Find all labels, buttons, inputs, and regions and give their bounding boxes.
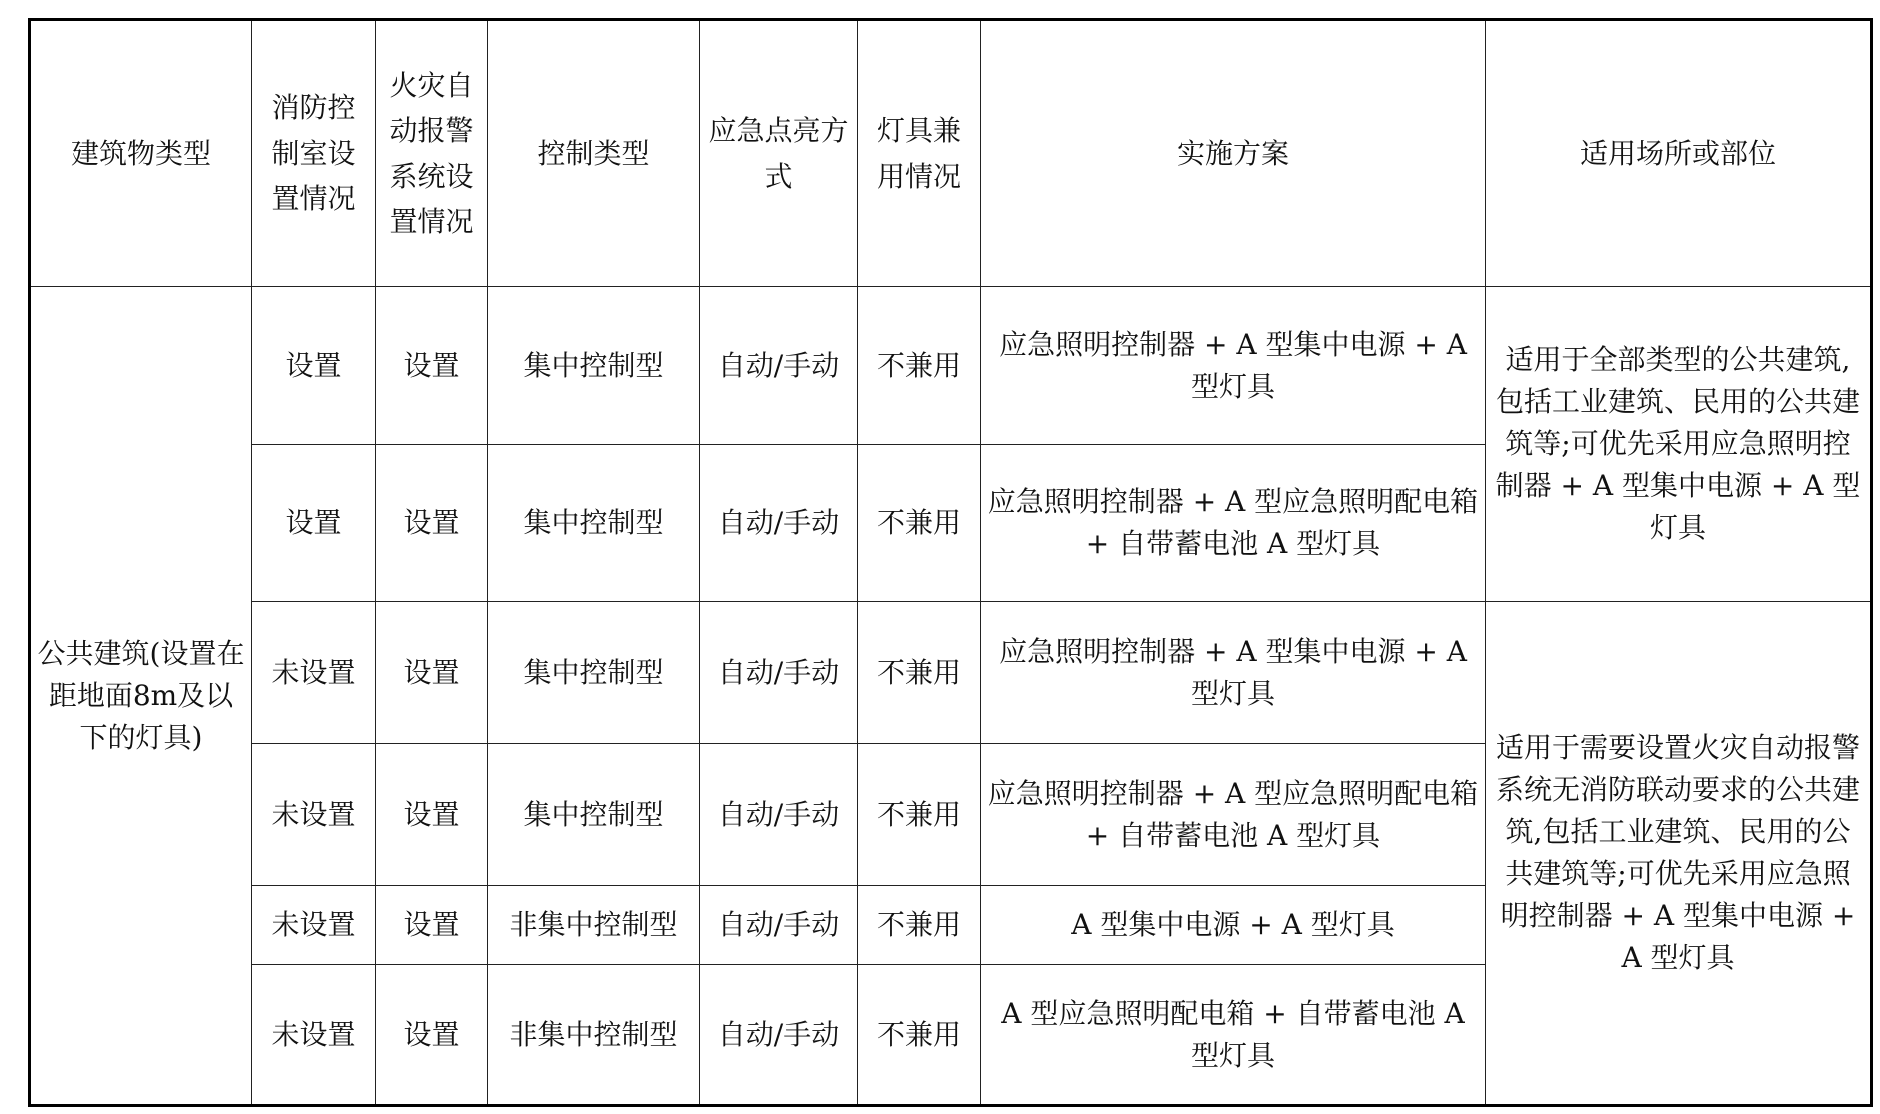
scheme-cell: A 型集中电源 + A 型灯具 [981,886,1486,965]
lighting-mode-cell: 自动/手动 [700,744,858,886]
lighting-mode-cell: 自动/手动 [700,965,858,1106]
fixture-sharing-cell: 不兼用 [858,602,981,744]
fire-control-room-cell: 未设置 [252,886,376,965]
header-fire-control-room: 消防控制室设置情况 [252,20,376,287]
fire-control-room-cell: 未设置 [252,744,376,886]
header-fixture-sharing: 灯具兼用情况 [858,20,981,287]
header-applicable: 适用场所或部位 [1486,20,1872,287]
fire-control-room-cell: 未设置 [252,602,376,744]
header-control-type: 控制类型 [488,20,700,287]
header-scheme: 实施方案 [981,20,1486,287]
fixture-sharing-cell: 不兼用 [858,886,981,965]
alarm-system-cell: 设置 [376,287,488,445]
header-row [30,20,1872,287]
lighting-mode-cell: 自动/手动 [700,602,858,744]
lighting-mode-cell: 自动/手动 [700,886,858,965]
control-type-cell: 非集中控制型 [488,965,700,1106]
table-row [30,602,1872,744]
table-row [30,287,1872,445]
alarm-system-cell: 设置 [376,744,488,886]
scheme-cell: 应急照明控制器 + A 型集中电源 + A 型灯具 [981,602,1486,744]
fixture-sharing-cell: 不兼用 [858,744,981,886]
scheme-cell: 应急照明控制器 + A 型应急照明配电箱 + 自带蓄电池 A 型灯具 [981,445,1486,602]
fixture-sharing-cell: 不兼用 [858,287,981,445]
fixture-sharing-cell: 不兼用 [858,965,981,1106]
fire-control-room-cell: 设置 [252,287,376,445]
applicable-cell: 适用于全部类型的公共建筑,包括工业建筑、民用的公共建筑等;可优先采用应急照明控制器 + A 型集中电源 + A 型灯具 [1486,287,1872,602]
header-building-type: 建筑物类型 [30,20,252,287]
fire-control-room-cell: 设置 [252,445,376,602]
fixture-sharing-cell: 不兼用 [858,445,981,602]
control-type-cell: 集中控制型 [488,602,700,744]
header-lighting-mode: 应急点亮方式 [700,20,858,287]
alarm-system-cell: 设置 [376,602,488,744]
fire-control-room-cell: 未设置 [252,965,376,1106]
control-type-cell: 集中控制型 [488,445,700,602]
alarm-system-cell: 设置 [376,965,488,1106]
scheme-cell: 应急照明控制器 + A 型应急照明配电箱 + 自带蓄电池 A 型灯具 [981,744,1486,886]
header-alarm-system: 火灾自动报警系统设置情况 [376,20,488,287]
control-type-cell: 集中控制型 [488,287,700,445]
lighting-mode-cell: 自动/手动 [700,445,858,602]
applicable-cell: 适用于需要设置火灾自动报警系统无消防联动要求的公共建筑,包括工业建筑、民用的公共建筑等;可优先采用应急照明控制器 + A 型集中电源 + A 型灯具 [1486,602,1872,1106]
control-type-cell: 集中控制型 [488,744,700,886]
emergency-lighting-table [28,18,1873,1107]
scheme-cell: 应急照明控制器 + A 型集中电源 + A 型灯具 [981,287,1486,445]
control-type-cell: 非集中控制型 [488,886,700,965]
alarm-system-cell: 设置 [376,886,488,965]
scheme-cell: A 型应急照明配电箱 + 自带蓄电池 A 型灯具 [981,965,1486,1106]
building-type-cell: 公共建筑(设置在距地面8m及以下的灯具) [30,287,252,1106]
lighting-mode-cell: 自动/手动 [700,287,858,445]
alarm-system-cell: 设置 [376,445,488,602]
